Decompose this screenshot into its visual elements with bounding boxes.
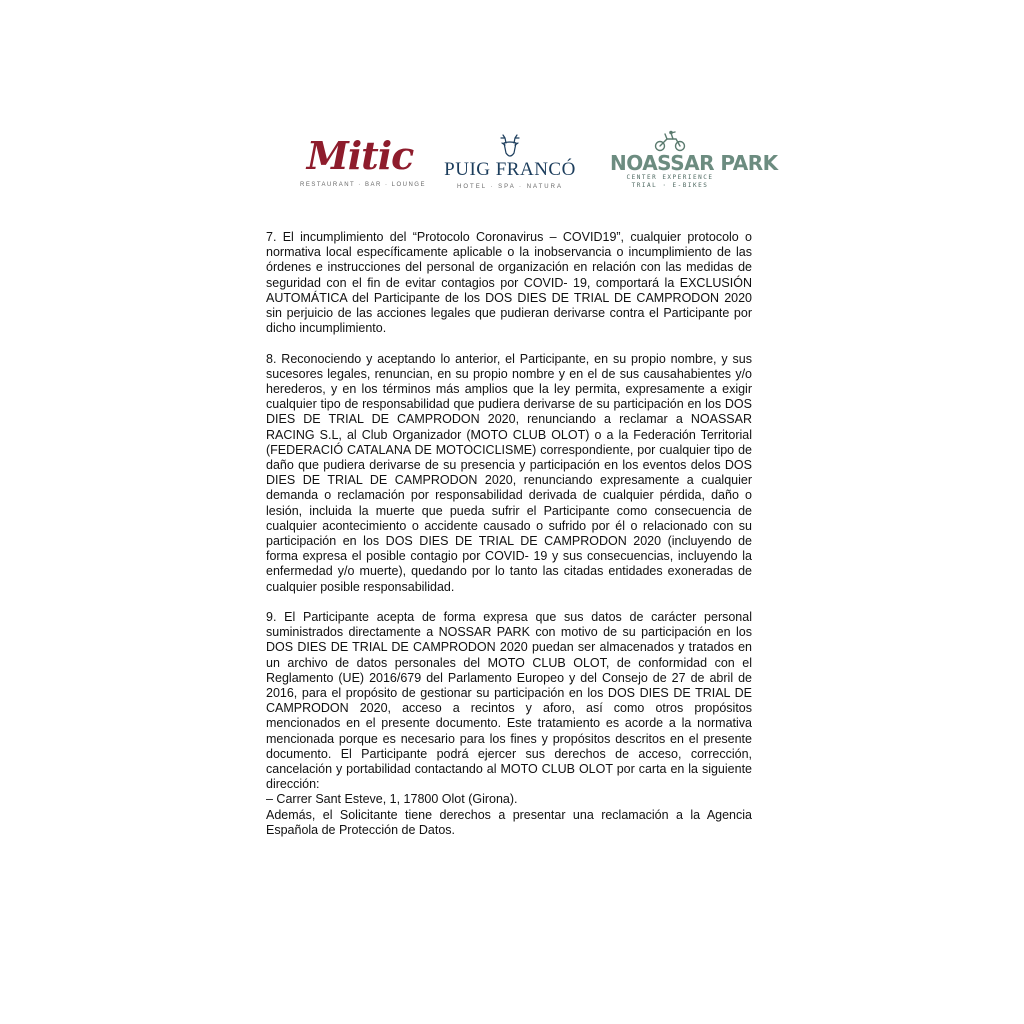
mitic-logo-subtitle: RESTAURANT · BAR · LOUNGE: [300, 182, 426, 188]
deer-head-icon: [492, 134, 528, 160]
noassar-park-logo-subtitle-1: CENTER EXPERIENCE: [626, 174, 714, 181]
trial-rider-icon: [650, 130, 690, 152]
puig-franco-logo: [440, 134, 580, 190]
noassar-park-logo-subtitle-2: TRIAL · E-BIKES: [631, 182, 709, 189]
puig-franco-logo-subtitle: HOTEL · SPA · NATURA: [457, 184, 563, 190]
mitic-logo-name: Mitic: [306, 133, 414, 178]
noassar-park-logo: [610, 130, 778, 190]
sponsor-logos: [290, 128, 778, 208]
clause-9: 9. El Participante acepta de forma expresa que sus datos de carácter personal suministrados directamente a NOSSAR PARK con motivo de su participación en los DOS DIES DE TRIAL DE CAMPRODON 2020 puedan ser almacenados y tratados en un archivo de datos personales del MOTO CLUB OLOT, de conformidad con el Reglamento (UE) 2016/679 del Parlamento Europeo y del Consejo de 27 de abril de 2016, para el propósito de gestionar su participación en los DOS DIES DE TRIAL DE CAMPRODON 2020, acceso a recintos y aforo, así como otros propósitos mencionados en el presente documento. Este tratamiento es acorde a la normativa mencionada porque es necesario para los fines y propósitos descritos en el presente documento. El Participante podrá ejercer sus derechos de acceso, corrección, cancelación y portabilidad contactando al MOTO CLUB OLOT por carta en la siguiente dirección:: [266, 610, 752, 792]
postal-address: – Carrer Sant Esteve, 1, 17800 Olot (Girona).: [266, 792, 518, 807]
mitic-logo: [300, 133, 426, 188]
puig-franco-logo-name: PUIG FRANCÓ: [444, 159, 576, 180]
noassar-park-logo-name: NOASSAR PARK: [610, 151, 778, 175]
clause-7: 7. El incumplimiento del “Protocolo Coronavirus – COVID19”, cualquier protocolo o normativa local específicamente aplicable o la inobservancia o incumplimiento de las órdenes e instrucciones del personal de organización en relación con las medidas de seguridad con el fin de evitar contagios por COVID- 19, comportará la EXCLUSIÓN AUTOMÁTICA del Participante de los DOS DIES DE TRIAL DE CAMPRODON 2020 sin perjuicio de las acciones legales que pudieran derivarse contra el Participante por dicho incumplimiento.: [266, 230, 752, 336]
closing-note: Además, el Solicitante tiene derechos a presentar una reclamación a la Agencia Española de Protección de Datos.: [266, 807, 752, 837]
document-body: [266, 230, 752, 853]
clause-8: 8. Reconociendo y aceptando lo anterior, el Participante, en su propio nombre, y sus sucesores legales, renuncian, en su propio nombre y en el de sus causahabientes y/o herederos, y en los términos más amplios que la ley permita, expresamente a exigir cualquier tipo de responsabilidad que pudiera derivarse de su participación en los DOS DIES DE TRIAL DE CAMPRODON 2020, renunciando a reclamar a NOASSAR RACING S.L, al Club Organizador (MOTO CLUB OLOT) o a la Federación Territorial (FEDERACIÓ CATALANA DE MOTOCICLISME) correspondiente, por cualquier tipo de daño que pudiera derivarse de su presencia y participación en los eventos delos DOS DIES DE TRIAL DE CAMPRODON 2020, renunciando expresamente a cualquier demanda o reclamación por responsabilidad derivada de cualquier pérdida, daño o lesión, incluida la muerte que pueda sufrir el Participante como consecuencia de cualquier acontecimiento o accidente causado o sufrido por él o relacionado con su participación en los DOS DIES DE TRIAL DE CAMPRODON 2020 (incluyendo de forma expresa el posible contagio por COVID- 19 y sus consecuencias, incluyendo la enfermedad y/o muerte), quedando por lo tanto las citadas entidades exoneradas de cualquier posible responsabilidad.: [266, 351, 752, 594]
